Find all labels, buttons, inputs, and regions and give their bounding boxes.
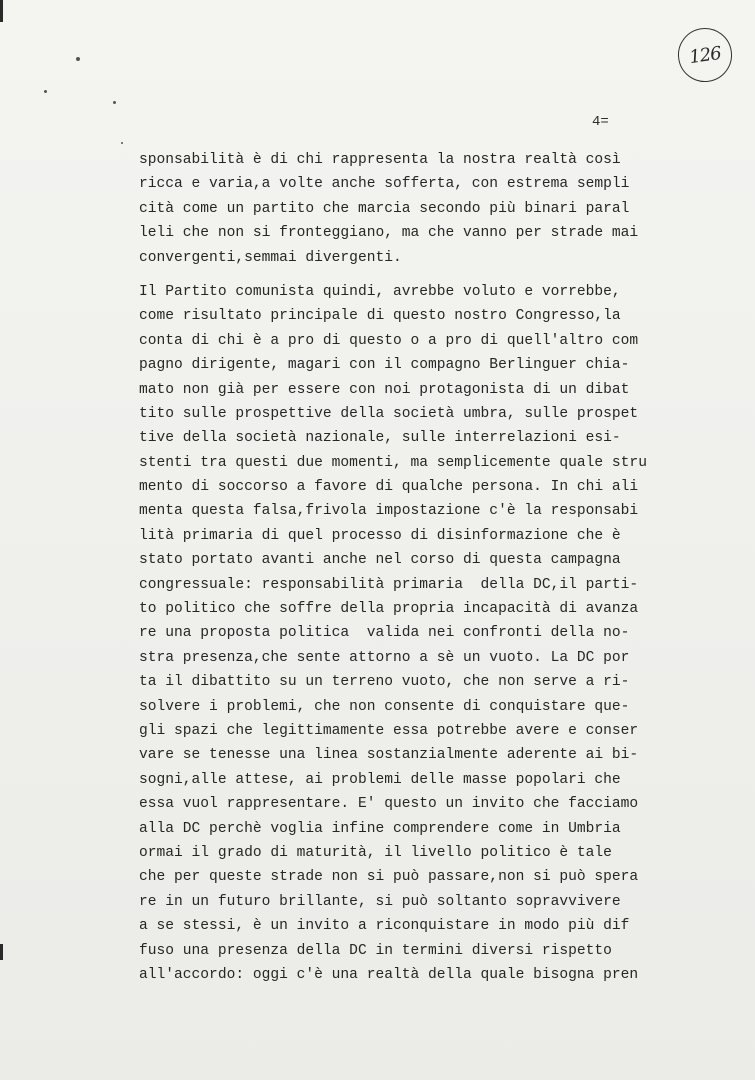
archive-page-stamp — [675, 25, 736, 86]
text-line: congressuale: responsabilità primaria della DC,il parti- — [139, 576, 639, 593]
scan-speck — [113, 101, 116, 104]
text-line: mato non già per essere con noi protagonista di un dibat — [139, 381, 630, 398]
text-line: all'accordo: oggi c'è una realtà della quale bisogna pren — [139, 966, 639, 983]
text-line: stato portato avanti anche nel corso di questa campagna — [139, 552, 621, 569]
paragraph-2 — [139, 280, 719, 987]
text-line: stenti tra questi due momenti, ma semplicemente quale stru — [139, 454, 647, 471]
text-line: to politico che soffre della propria incapacità di avanza — [139, 601, 639, 618]
text-line: leli che non si fronteggiano, ma che vanno per strade mai — [139, 225, 639, 242]
paragraph-1 — [139, 148, 719, 270]
text-line: ormai il grado di maturità, il livello politico è tale — [139, 844, 612, 861]
text-line: ta il dibattito su un terreno vuoto, che non serve a ri- — [139, 674, 630, 691]
scan-speck — [121, 142, 123, 144]
text-line: che per queste strade non si può passare,non si può spera — [139, 869, 639, 886]
text-line: a se stessi, è un invito a riconquistare in modo più dif — [139, 918, 630, 935]
text-line: sogni,alle attese, ai problemi delle masse popolari che — [139, 771, 621, 788]
text-line: lità primaria di quel processo di disinformazione che è — [139, 527, 621, 544]
scan-speck — [44, 90, 47, 93]
text-line: menta questa falsa,frivola impostazione c'è la responsabi — [139, 503, 639, 520]
text-line: mento di soccorso a favore di qualche persona. In chi ali — [139, 479, 639, 496]
text-line: tito sulle prospettive della società umbra, sulle prospet — [139, 405, 639, 422]
text-line: come risultato principale di questo nostro Congresso,la — [139, 308, 621, 325]
paragraph-gap — [139, 270, 719, 280]
text-line: re in un futuro brillante, si può soltanto sopravvivere — [139, 893, 621, 910]
archive-page-stamp-number: 126 — [688, 42, 722, 68]
scan-edge-mark-top — [0, 0, 3, 22]
text-line: cità come un partito che marcia secondo più binari paral — [139, 200, 630, 217]
text-line: essa vuol rappresentare. E' questo un invito che facciamo — [139, 796, 639, 813]
page-number: 4= — [592, 114, 609, 130]
text-line: gli spazi che legittimamente essa potrebbe avere e conser — [139, 722, 639, 739]
body-text — [139, 148, 719, 987]
text-line: vare se tenesse una linea sostanzialmente aderente ai bi- — [139, 747, 639, 764]
text-line: stra presenza,che sente attorno a sè un vuoto. La DC por — [139, 649, 630, 666]
text-line: tive della società nazionale, sulle interrelazioni esi- — [139, 430, 621, 447]
text-line: re una proposta politica valida nei confronti della no- — [139, 625, 630, 642]
scan-speck — [76, 57, 80, 61]
text-line: sponsabilità è di chi rappresenta la nostra realtà così — [139, 152, 621, 168]
text-line: convergenti,semmai divergenti. — [139, 249, 402, 266]
text-line: alla DC perchè voglia infine comprendere come in Umbria — [139, 820, 621, 837]
text-line: fuso una presenza della DC in termini diversi rispetto — [139, 942, 612, 959]
text-line: conta di chi è a pro di questo o a pro di quell'altro com — [139, 332, 639, 349]
scan-edge-mark-bottom — [0, 944, 3, 960]
text-line: pagno dirigente, magari con il compagno Berlinguer chia- — [139, 357, 630, 374]
text-line: ricca e varia,a volte anche sofferta, con estrema sempli — [139, 176, 630, 193]
text-line: solvere i problemi, che non consente di conquistare que- — [139, 698, 630, 715]
text-line: Il Partito comunista quindi, avrebbe voluto e vorrebbe, — [139, 283, 621, 300]
